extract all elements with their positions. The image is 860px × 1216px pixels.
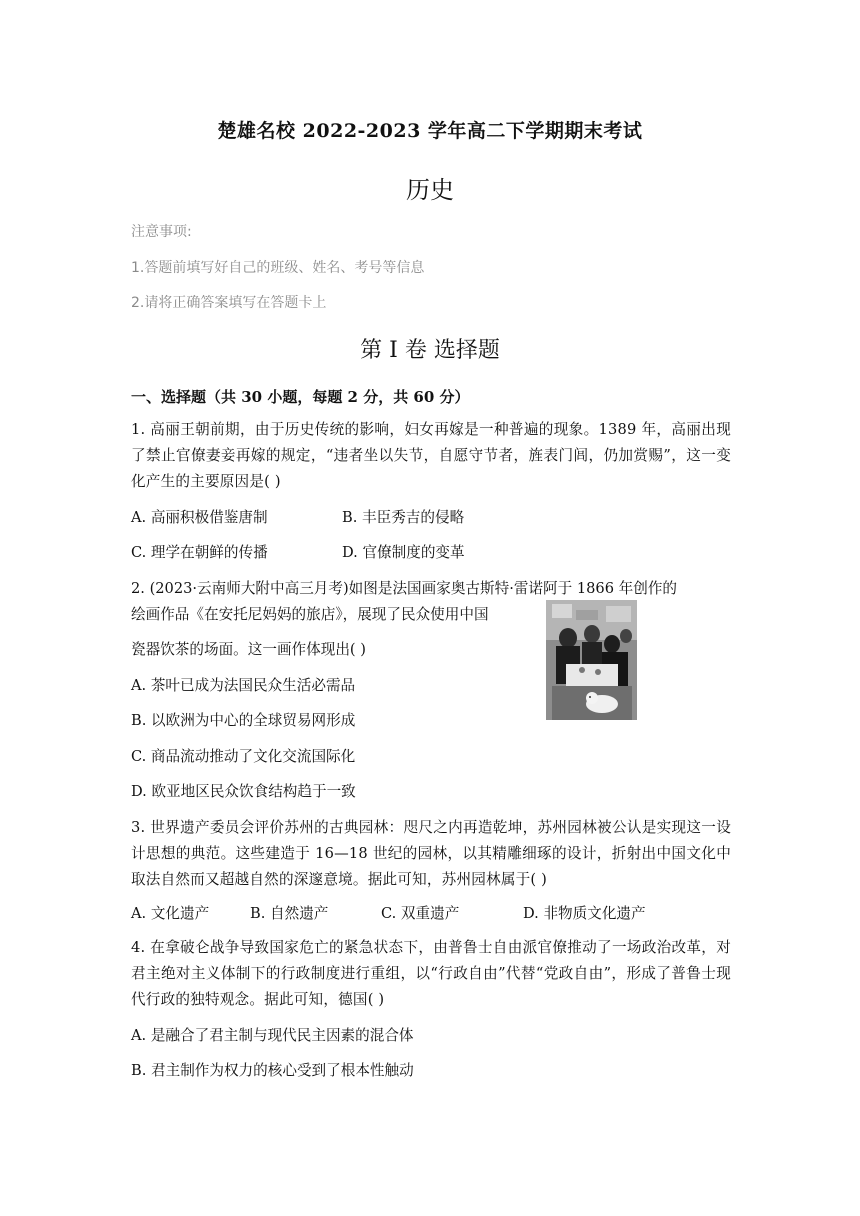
note-item: 1.答题前填写好自己的班级、姓名、考号等信息 <box>131 260 425 276</box>
exam-title: 楚雄名校 2022-2023 学年高二下学期期末考试 <box>217 120 643 142</box>
question-3-option-d: D. 非物质文化遗产 <box>523 905 646 922</box>
question-4-stem: 4. 在拿破仑战争导致国家危亡的紧急状态下，由普鲁士自由派官僚推动了一场政治改革，对君主绝对主义体制下的行政制度进行重组，以“行政自由”代替“党政自由”，形成了普鲁士现代行政的独特观念。据此可知，德国( ) <box>131 939 731 1008</box>
question-4-option-b: B. 君主制作为权力的核心受到了根本性触动 <box>131 1062 414 1079</box>
question-2-stem-line: 瓷器饮茶的场面。这一画作体现出( ) <box>131 641 366 658</box>
question-2-option-b: B. 以欧洲为中心的全球贸易网形成 <box>131 712 356 729</box>
question-2-option-c: C. 商品流动推动了文化交流国际化 <box>131 748 356 765</box>
question-2-option-a: A. 茶叶已成为法国民众生活必需品 <box>131 677 356 694</box>
question-3-option-a: A. 文化遗产 <box>131 905 210 922</box>
question-3-stem: 3. 世界遗产委员会评价苏州的古典园林：咫尺之内再造乾坤，苏州园林被公认是实现这一设计思想的典范。这些建造于 16—18 世纪的园林，以其精雕细琢的设计，折射出中国文化中取法自然而又超越自然的深邃意境。据此可知，苏州园林属于( ) <box>131 819 731 888</box>
section-title: 第 I 卷 选择题 <box>360 338 500 363</box>
question-3-option-b: B. 自然遗产 <box>250 905 329 922</box>
note-item: 2.请将正确答案填写在答题卡上 <box>131 295 327 311</box>
question-2-stem-line: 绘画作品《在安托尼妈妈的旅店》，展现了民众使用中国 <box>131 606 489 623</box>
question-1-option-a: A. 高丽积极借鉴唐制 <box>131 509 268 526</box>
question-1-option-d: D. 官僚制度的变革 <box>342 544 465 561</box>
question-1-option-c: C. 理学在朝鲜的传播 <box>131 544 268 561</box>
question-3-option-c: C. 双重遗产 <box>381 905 460 922</box>
notes-heading: 注意事项: <box>131 224 192 240</box>
question-2-stem-line: 2. (2023·云南师大附中高三月考)如图是法国画家奥古斯特·雷诺阿于 1866 年创作的 <box>131 580 678 597</box>
renoir-painting-image <box>546 600 637 720</box>
question-1-option-b: B. 丰臣秀吉的侵略 <box>342 509 465 526</box>
question-4-option-a: A. 是融合了君主制与现代民主因素的混合体 <box>131 1027 414 1044</box>
part-title: 一、选择题（共 30 小题，每题 2 分，共 60 分） <box>131 388 470 406</box>
question-1-stem: 1. 高丽王朝前期，由于历史传统的影响，妇女再嫁是一种普遍的现象。1389 年，高丽出现了禁止官僚妻妾再嫁的规定，“违者坐以失节，自愿守节者，旌表门闾，仍加赏赐”，这一变化产生的主要原因是( ) <box>131 421 731 490</box>
subject-title: 历史 <box>406 176 454 204</box>
question-2-option-d: D. 欧亚地区民众饮食结构趋于一致 <box>131 783 356 800</box>
